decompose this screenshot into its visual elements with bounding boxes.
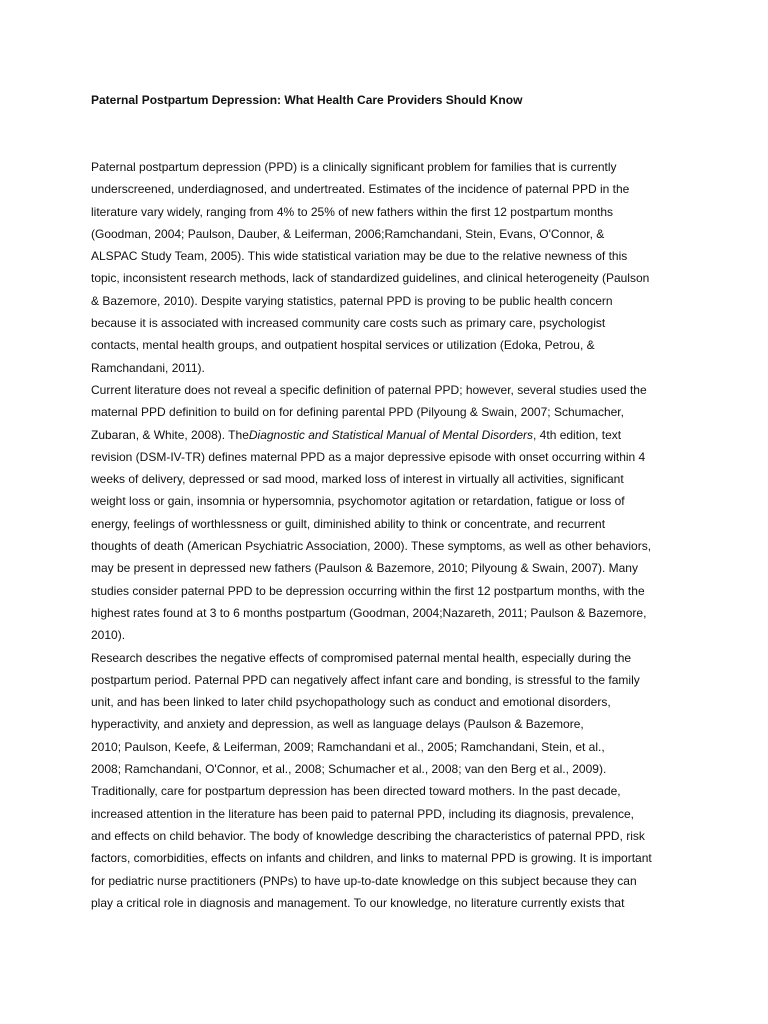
body-line-segment: Zubaran, & White, 2008). The [91,427,249,442]
body-line: underscreened, underdiagnosed, and undertreated. Estimates of the incidence of paternal PPD in the [91,182,630,197]
body-line: revision (DSM-IV-TR) defines maternal PPD as a major depressive episode with onset occurring within 4 [91,449,646,464]
body-line: contacts, mental health groups, and outpatient hospital services or utilization (Edoka, Petrou, & [91,338,595,353]
body-line: studies consider paternal PPD to be depression occurring within the first 12 postpartum months, with the [91,583,645,598]
body-line: (Goodman, 2004; Paulson, Dauber, & Leiferman, 2006;Ramchandani, Stein, Evans, O'Connor, & [91,226,605,241]
body-line: maternal PPD definition to build on for defining parental PPD (Pilyoung & Swain, 2007; Schumacher, [91,405,624,420]
body-line: because it is associated with increased community care costs such as primary care, psychologist [91,316,606,331]
body-line-with-italic [91,424,691,446]
document-body [91,156,691,914]
body-line: factors, comorbidities, effects on infants and children, and links to maternal PPD is growing. It is important [91,851,652,866]
body-line: 2010). [91,628,126,643]
body-line: play a critical role in diagnosis and management. To our knowledge, no literature currently exists that [91,895,625,910]
body-line: hyperactivity, and anxiety and depression, as well as language delays (Paulson & Bazemore, [91,717,584,732]
body-line: Ramchandani, 2011). [91,360,205,375]
body-line: 2010; Paulson, Keefe, & Leiferman, 2009; Ramchandani et al., 2005; Ramchandani, Stein, et al., [91,739,605,754]
body-line: unit, and has been linked to later child psychopathology such as conduct and emotional disorders, [91,695,611,710]
body-line-segment: , 4th edition, text [533,427,622,442]
document-title: Paternal Postpartum Depression: What Health Care Providers Should Know [91,93,523,107]
body-line: highest rates found at 3 to 6 months postpartum (Goodman, 2004;Nazareth, 2011; Paulson & Bazemore, [91,605,647,620]
body-line: weeks of delivery, depressed or sad mood, marked loss of interest in virtually all activities, significant [91,472,624,487]
body-line: Paternal postpartum depression (PPD) is a clinically significant problem for families that is currently [91,160,617,174]
body-line: weight loss or gain, insomnia or hypersomnia, psychomotor agitation or retardation, fatigue or loss of [91,494,625,509]
body-line: Current literature does not reveal a specific definition of paternal PPD; however, several studies used the [91,382,647,397]
body-line: may be present in depressed new fathers (Paulson & Bazemore, 2010; Pilyoung & Swain, 2007). Many [91,561,638,576]
body-line: Research describes the negative effects of compromised paternal mental health, especially during the [91,650,632,665]
body-line: topic, inconsistent research methods, lack of standardized guidelines, and clinical heterogeneity (Paulson [91,271,650,286]
body-line: literature vary widely, ranging from 4% to 25% of new fathers within the first 12 postpartum months [91,204,614,219]
body-line: ALSPAC Study Team, 2005). This wide statistical variation may be due to the relative newness of this [91,249,628,264]
body-line: thoughts of death (American Psychiatric Association, 2000). These symptoms, as well as other behaviors, [91,539,652,554]
body-line: & Bazemore, 2010). Despite varying statistics, paternal PPD is proving to be public health concern [91,293,613,308]
body-line: increased attention in the literature has been paid to paternal PPD, including its diagnosis, prevalence, [91,806,635,821]
body-line: Traditionally, care for postpartum depression has been directed toward mothers. In the past decade, [91,784,621,799]
body-line: and effects on child behavior. The body of knowledge describing the characteristics of paternal PPD, risk [91,828,645,843]
italic-title: Diagnostic and Statistical Manual of Mental Disorders [248,427,534,442]
body-line: 2008; Ramchandani, O'Connor, et al., 2008; Schumacher et al., 2008; van den Berg et al., 2009). [91,762,607,777]
body-line: energy, feelings of worthlessness or guilt, diminished ability to think or concentrate, and recurrent [91,516,606,531]
body-line: for pediatric nurse practitioners (PNPs) to have up-to-date knowledge on this subject because they can [91,873,637,888]
body-line: postpartum period. Paternal PPD can negatively affect infant care and bonding, is stressful to the family [91,672,640,687]
